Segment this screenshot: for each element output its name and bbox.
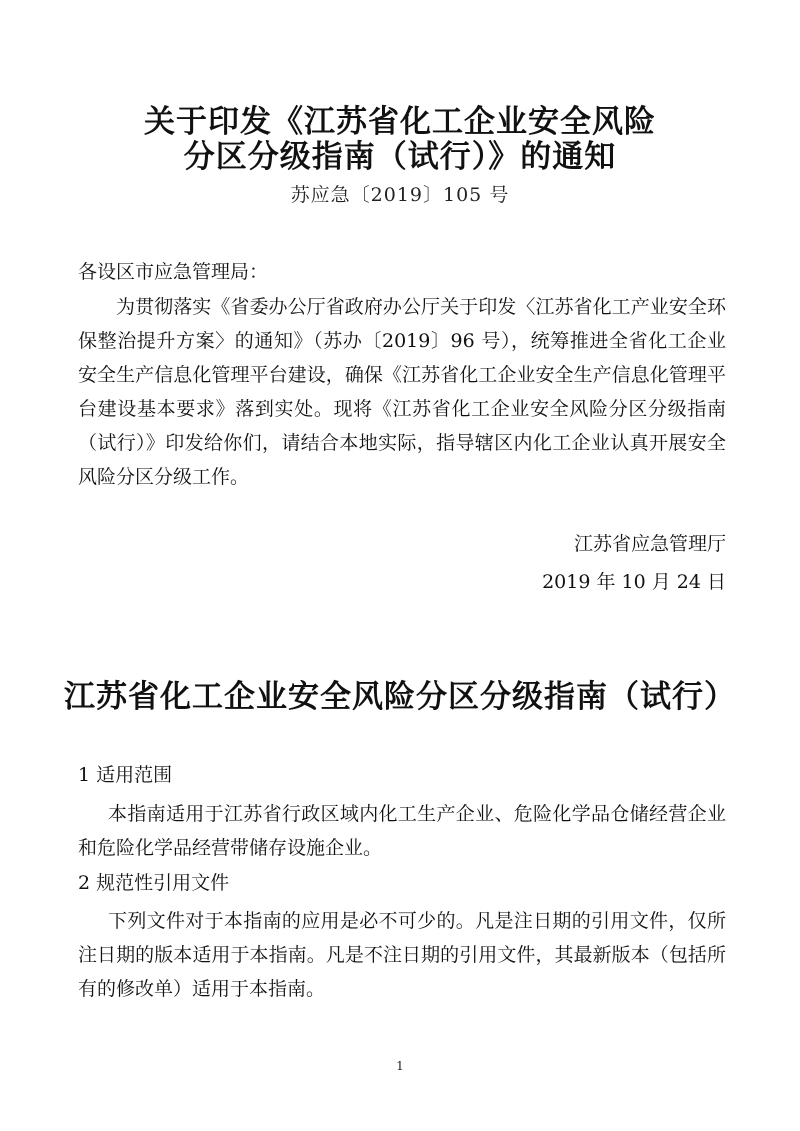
section-heading-scope: 1 适用范围 — [78, 764, 173, 786]
notice-body-paragraph: 为贯彻落实《省委办公厅省政府办公厅关于印发〈江苏省化工产业安全环保整治提升方案〉的通知》（苏办〔2019〕96 号），统筹推进全省化工企业安全生产信息化管理平台建设，确保《江苏省化工企业安全生产信息化管理平台建设基本要求》落到实处。现将《江苏省化工企业安全风险分区分级指南（试行）》印发给你们，请结合本地实际，指导辖区内化工企业认真开展安全风险分区分级工作。 — [78, 296, 726, 488]
guide-title: 江苏省化工企业安全风险分区分级指南（试行） — [64, 679, 736, 715]
notice-title-line-1: 关于印发《江苏省化工企业安全风险 — [144, 104, 656, 140]
document-number: 苏应急〔2019〕105 号 — [290, 184, 510, 206]
section-heading-normative-references: 2 规范性引用文件 — [78, 872, 230, 894]
page-number: 1 — [396, 1059, 404, 1073]
salutation: 各设区市应急管理局： — [78, 261, 269, 283]
issuer-signature: 江苏省应急管理厅 — [573, 533, 726, 555]
section-text-normative-references: 下列文件对于本指南的应用是必不可少的。凡是注日期的引用文件，仅所注日期的版本适用于本指南。凡是不注日期的引用文件，其最新版本（包括所有的修改单）适用于本指南。 — [78, 910, 726, 1000]
issue-date: 2019 年 10 月 24 日 — [542, 571, 726, 593]
section-text-scope: 本指南适用于江苏省行政区域内化工生产企业、危险化学品仓储经营企业和危险化学品经营带储存设施企业。 — [78, 803, 726, 859]
notice-title-line-2: 分区分级指南（试行）》的通知 — [183, 139, 617, 175]
